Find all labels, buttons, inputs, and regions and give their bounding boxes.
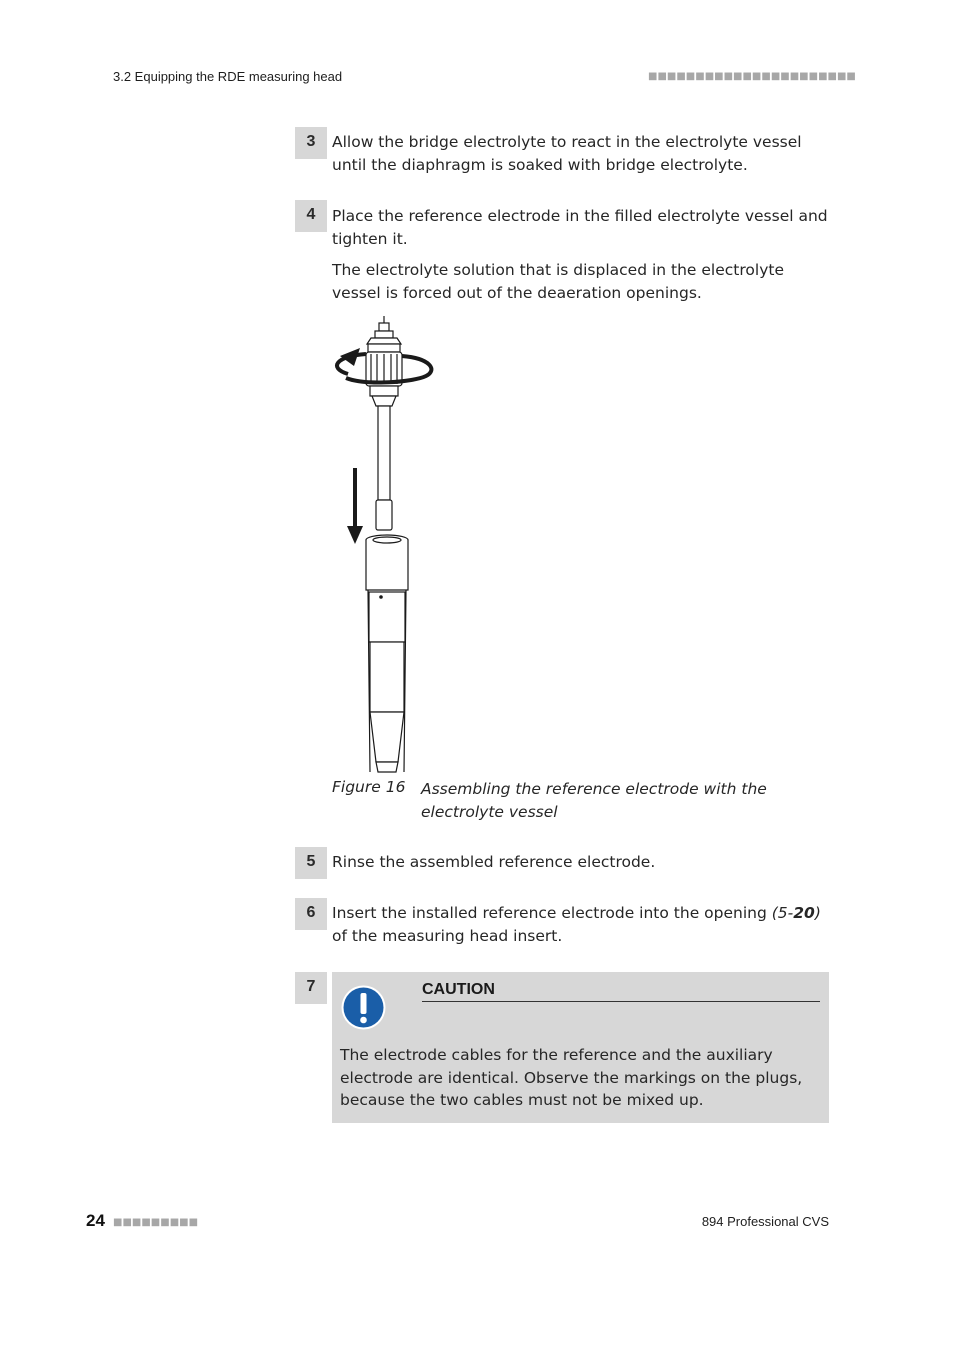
step-number-5: 5 <box>295 847 327 879</box>
step-6-text-after: of the measuring head insert. <box>332 926 563 945</box>
step-number-4: 4 <box>295 200 327 232</box>
step-3-text: Allow the bridge electrolyte to react in the electrolyte vessel until the diaphragm is soaked with bridge electrolyte. <box>332 133 802 174</box>
figure-caption: Assembling the reference electrode with the electrolyte vessel <box>421 780 767 821</box>
header-section-title: 3.2 Equipping the RDE measuring head <box>113 69 343 84</box>
step-4-note: The electrolyte solution that is displaced in the electrolyte vessel is forced out of the deaeration openings. <box>332 261 784 302</box>
step-6-ref-close: ) <box>814 904 821 922</box>
footer-dots: ■■■■■■■■■ <box>113 1217 199 1228</box>
header-dots: ■■■■■■■■■■■■■■■■■■■■■■ <box>648 71 856 82</box>
page-number: 24 <box>86 1211 105 1230</box>
step-number-6: 6 <box>295 898 327 930</box>
reference-electrode-illustration <box>326 312 446 774</box>
step-5-text: Rinse the assembled reference electrode. <box>332 853 656 871</box>
caution-title: CAUTION <box>422 981 820 1002</box>
step-6-ref-number[interactable]: 20 <box>793 904 815 922</box>
step-6-text <box>332 902 832 947</box>
step-number-7: 7 <box>295 972 327 1004</box>
step-6-text-before: Insert the installed reference electrode into the opening <box>332 904 772 922</box>
step-4-text: Place the reference electrode in the filled electrolyte vessel and tighten it. <box>332 207 828 248</box>
step-6-ref-open: (5- <box>771 904 794 922</box>
figure-label: Figure 16 <box>332 778 406 796</box>
step-number-3: 3 <box>295 127 327 159</box>
caution-text: The electrode cables for the reference and the auxiliary electrode are identical. Observe the markings on the plugs, because the two cables must not be mixed up. <box>340 1046 803 1109</box>
exclamation-icon <box>340 984 387 1031</box>
footer-product-name: 894 Professional CVS <box>701 1214 829 1229</box>
